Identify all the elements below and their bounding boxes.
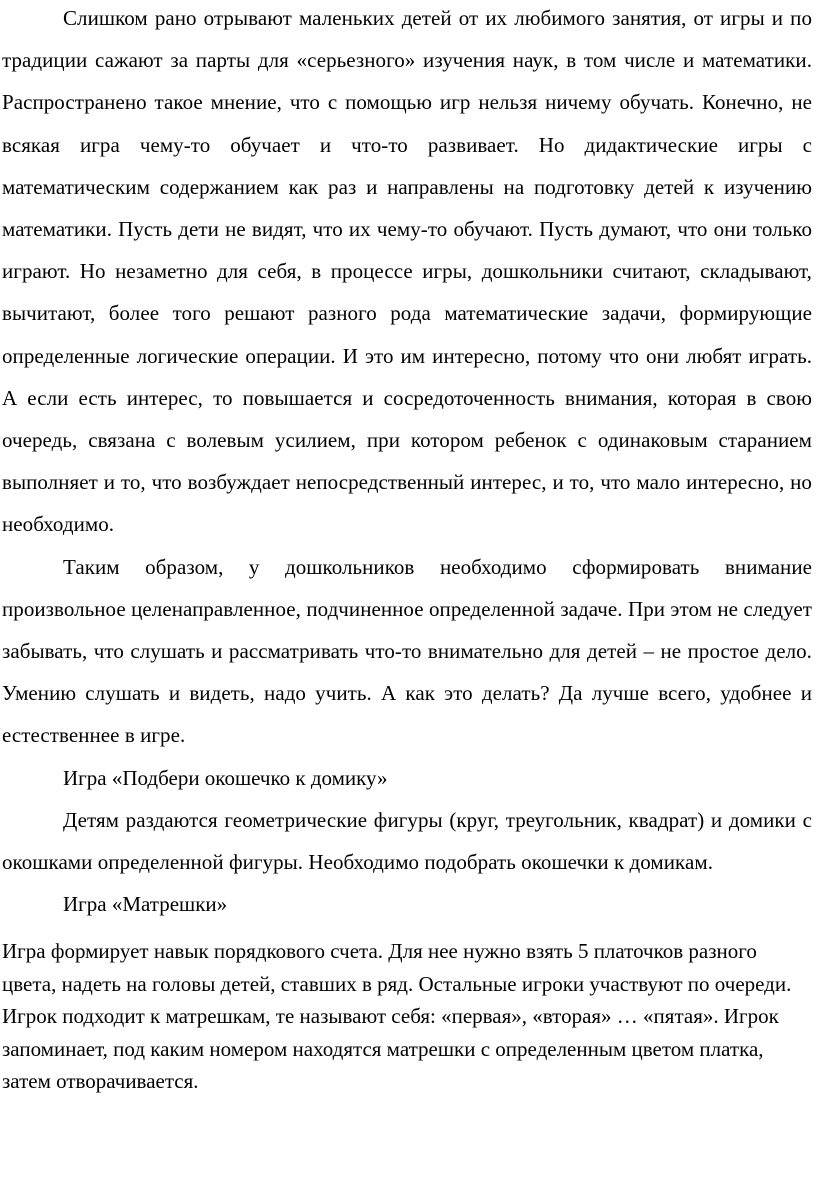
paragraph-attention: Таким образом, у дошкольников необходимо сформировать внимание произвольное целенаправленное, подчиненное определенной задаче. При этом не следует забывать, что слушать и рассматривать что-то внимательно для детей – не простое дело. Умению слушать и видеть, надо учить. А как это делать? Да лучше всего, удобнее и естественнее в игре. xyxy=(2,554,812,748)
game-description-matryoshka: Игра формирует навык порядкового счета. Для нее нужно взять 5 платочков разного цвета, надеть на головы детей, ставших в ряд. Остальные игроки участвуют по очереди. Игрок подходит к матрешкам, те называют себя: «первая», «вторая» … «пятая». Игрок запоминает, под каким номером находятся матрешки с определенным цветом платка, затем отворачивается. xyxy=(2,939,792,1094)
game-title-matryoshka: Игра «Матрешки» xyxy=(63,892,228,917)
game-description-window-house: Детям раздаются геометрические фигуры (круг, треугольник, квадрат) и домики с окошками определенной фигуры. Необходимо подобрать окошечки к домикам. xyxy=(2,807,812,875)
paragraph-intro: Слишком рано отрывают маленьких детей от их любимого занятия, от игры и по традиции сажают за парты для «серьезного» изучения наук, в том числе и математики. Распространено такое мнение, что с помощью игр нельзя ничему обучать. Конечно, не всякая игра чему-то обучает и что-то развивает. Но дидактические игры с математическим содержанием как раз и направлены на подготовку детей к изучению математики. Пусть дети не видят, что их чему-то обучают. Пусть думают, что они только играют. Но незаметно для себя, в процессе игры, дошкольники считают, складывают, вычитают, более того решают разного рода математические задачи, формирующие определенные логические операции. И это им интересно, потому что они любят играть. А если есть интерес, то повышается и сосредоточенность внимания, которая в свою очередь, связана с волевым усилием, при котором ребенок с одинаковым старанием выполняет и то, что возбуждает непосредственный интерес, и то, что мало интересно, но необходимо. xyxy=(2,6,812,537)
game-title-window-house: Игра «Подбери окошечко к домику» xyxy=(63,765,388,790)
